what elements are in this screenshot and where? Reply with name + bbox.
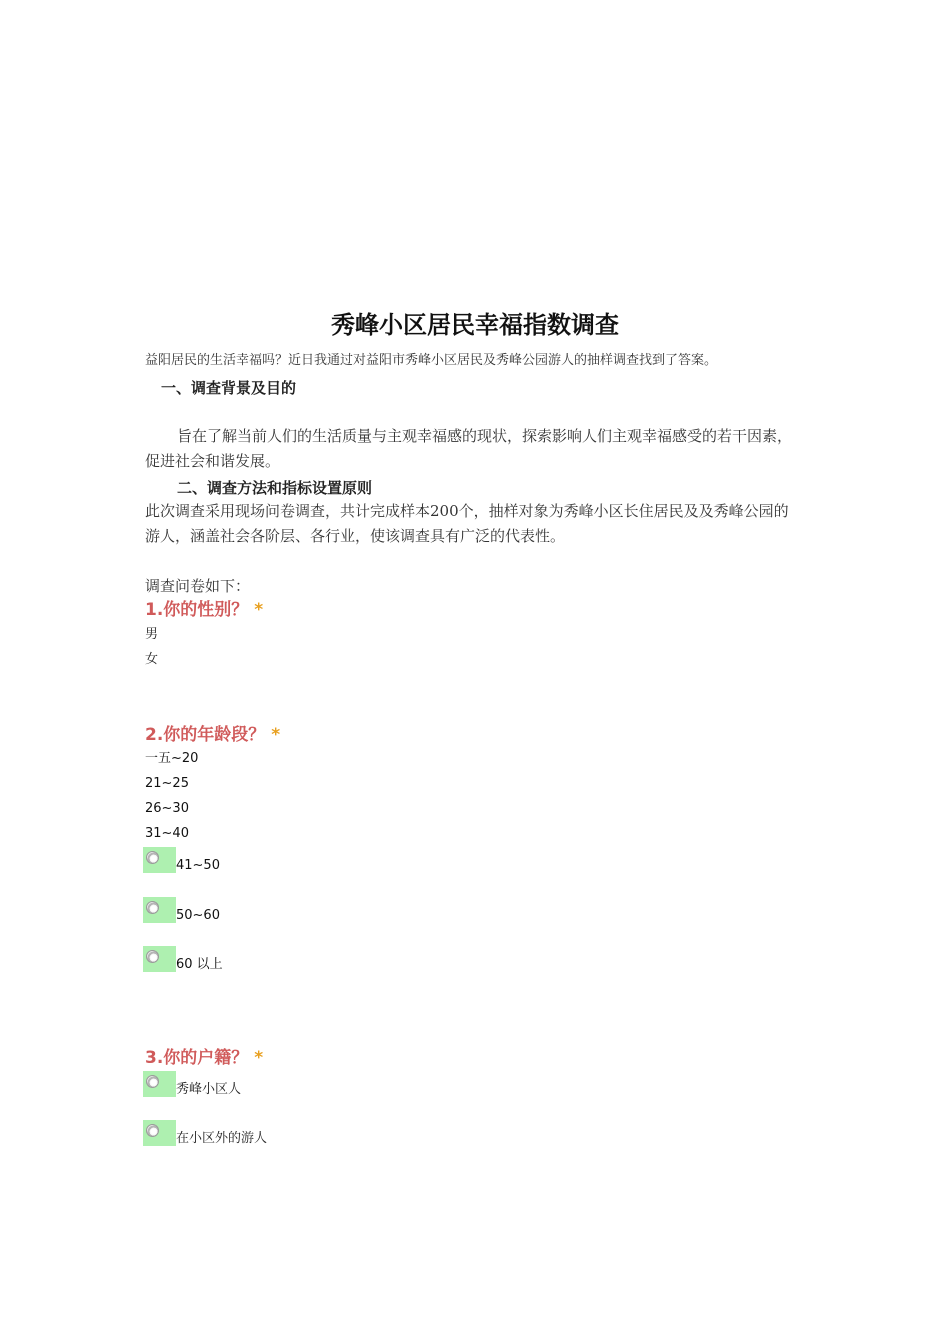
required-mark: * [271, 725, 281, 745]
question-2-title [145, 724, 280, 746]
intro-text: 益阳居民的生活幸福吗？近日我通过对益阳市秀峰小区居民及秀峰公园游人的抽样调查找到了答案。 [145, 353, 718, 368]
section-1-heading: 一、调查背景及目的 [161, 379, 297, 397]
question-3-label: 3.你的户籍？ [145, 1048, 249, 1068]
question-2-option-4[interactable]: 31~40 [145, 826, 189, 841]
question-1-option-male[interactable]: 男 [145, 627, 159, 642]
document-title: 秀峰小区居民幸福指数调查 [331, 311, 619, 339]
radio-button-icon[interactable] [146, 1075, 159, 1088]
required-mark: * [254, 1048, 264, 1068]
required-mark: * [254, 600, 264, 620]
radio-button-icon[interactable] [146, 901, 159, 914]
question-1-title [145, 599, 263, 621]
radio-label: 41~50 [176, 858, 220, 873]
radio-label: 50~60 [176, 908, 220, 923]
question-2-option-3[interactable]: 26~30 [145, 801, 189, 816]
radio-button-icon[interactable] [146, 950, 159, 963]
radio-label: 60 以上 [176, 957, 223, 972]
radio-label: 在小区外的游人 [176, 1131, 268, 1146]
radio-button-icon[interactable] [146, 1124, 159, 1137]
question-3-title [145, 1047, 263, 1069]
section-2-body: 此次调查采用现场问卷调查，共计完成样本200个，抽样对象为秀峰小区长住居民及及秀峰公园的游人，涵盖社会各阶层、各行业，使该调查具有广泛的代表性。 [145, 502, 789, 545]
question-2-label: 2.你的年龄段？ [145, 725, 266, 745]
question-2-option-2[interactable]: 21~25 [145, 776, 189, 791]
section-2-heading: 二、调查方法和指标设置原则 [177, 479, 373, 497]
question-1-label: 1.你的性别？ [145, 600, 249, 620]
section-1-body: 旨在了解当前人们的生活质量与主观幸福感的现状，探索影响人们主观幸福感受的若干因素，促进社会和谐发展。 [145, 427, 793, 470]
radio-label: 秀峰小区人 [176, 1082, 242, 1097]
radio-button-icon[interactable] [146, 851, 159, 864]
question-2-option-1[interactable]: 一五~20 [145, 751, 199, 766]
question-1-option-female[interactable]: 女 [145, 652, 159, 667]
questionnaire-label: 调查问卷如下： [145, 577, 251, 595]
